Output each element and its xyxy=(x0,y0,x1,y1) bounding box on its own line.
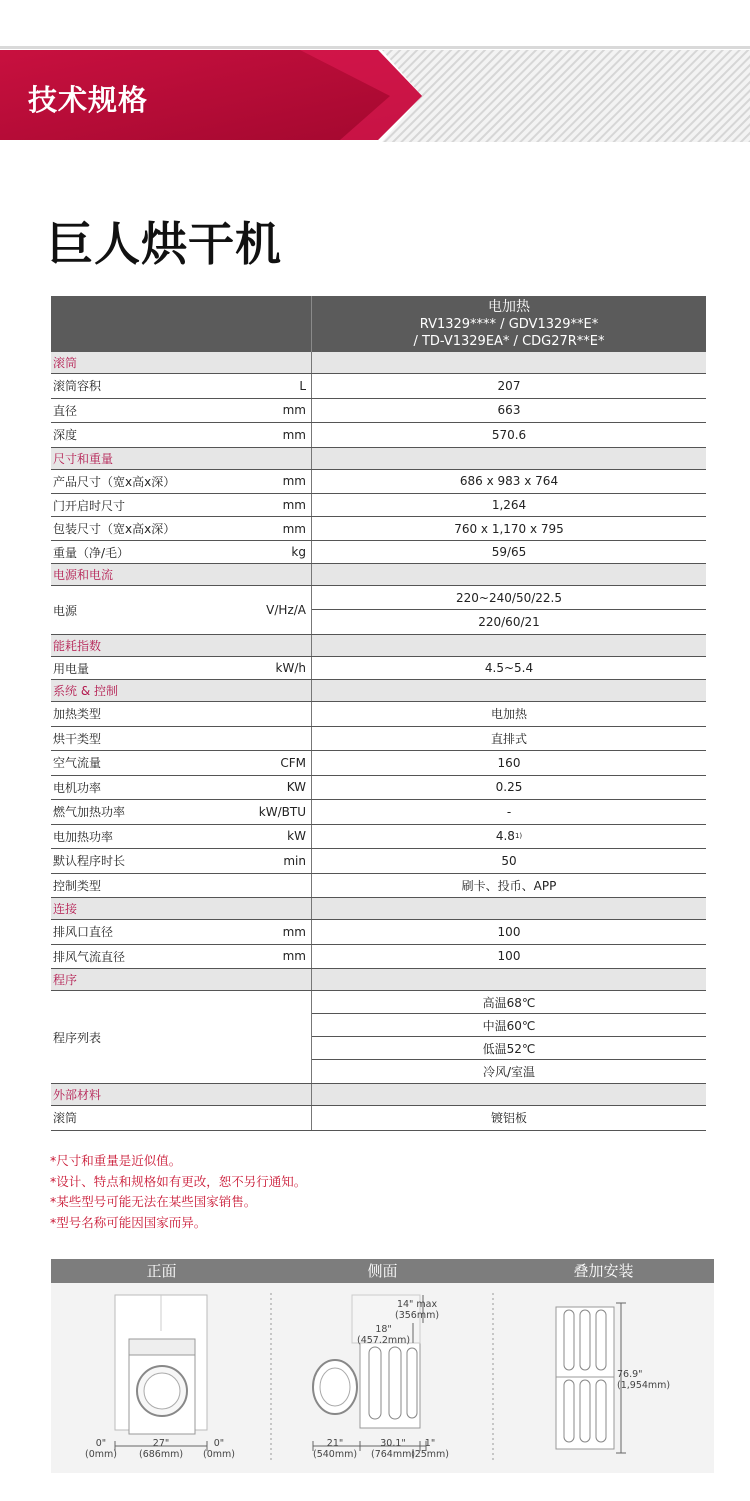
table-row xyxy=(51,517,706,541)
stack-height: 76.9" (1,954mm) xyxy=(617,1369,671,1391)
row-unit: V/Hz/A xyxy=(266,603,306,617)
row-label: 排风气流直径 xyxy=(53,949,126,964)
table-row xyxy=(51,423,706,448)
spec-table xyxy=(51,296,706,1131)
table-header xyxy=(51,296,706,352)
table-row xyxy=(51,702,706,727)
row-unit: min xyxy=(283,853,306,868)
side-back-gap: 1" (25mm) xyxy=(411,1438,450,1460)
row-label: 电加热功率 xyxy=(53,829,114,844)
row-label: 默认程序时长 xyxy=(53,854,126,869)
row-value: 686 x 983 x 764 xyxy=(459,474,559,489)
table-row xyxy=(51,727,706,752)
footnote: *设计、特点和规格如有更改，恕不另行通知。 xyxy=(50,1173,307,1189)
row-unit: mm xyxy=(282,474,306,489)
header-banner xyxy=(0,50,750,142)
section-connection xyxy=(51,898,706,920)
table-row xyxy=(51,399,706,424)
row-unit: mm xyxy=(282,924,306,939)
section-title: 系统 & 控制 xyxy=(53,684,118,698)
row-unit: mm xyxy=(282,521,306,536)
row-value: 100 xyxy=(497,949,521,964)
table-row xyxy=(51,920,706,945)
row-unit: kg xyxy=(291,545,306,559)
top-divider xyxy=(0,46,750,49)
row-unit: kW xyxy=(287,829,306,844)
side-top-max: 14" max (356mm) xyxy=(395,1299,440,1321)
row-value: - xyxy=(506,804,512,819)
row-unit: CFM xyxy=(280,755,306,770)
row-label: 门开启时尺寸 xyxy=(53,498,126,513)
row-value: 镀铝板 xyxy=(490,1111,527,1126)
row-label: 烘干类型 xyxy=(53,731,102,746)
footnote-marker: 1) xyxy=(514,832,523,841)
dimension-diagrams xyxy=(51,1259,714,1473)
table-row xyxy=(51,374,706,399)
section-material xyxy=(51,1084,706,1106)
diagram-title-side: 侧面 xyxy=(367,1262,398,1280)
row-label: 排风口直径 xyxy=(53,925,114,940)
row-label: 程序列表 xyxy=(53,1030,102,1045)
row-value: 220~240/50/22.5 xyxy=(312,586,706,610)
footnote: *型号名称可能因国家而异。 xyxy=(50,1214,207,1230)
row-label: 控制类型 xyxy=(53,878,102,893)
header-models-1: RV1329**** / GDV1329**E* xyxy=(419,317,599,332)
section-program xyxy=(51,969,706,991)
side-top-depth: 18" (457.2mm) xyxy=(357,1324,411,1346)
row-label: 用电量 xyxy=(53,661,90,676)
table-row xyxy=(51,586,706,635)
table-row xyxy=(51,494,706,517)
diagram-title-front: 正面 xyxy=(146,1262,177,1280)
section-drum xyxy=(51,352,706,374)
row-label: 直径 xyxy=(53,403,78,418)
row-value: 电加热 xyxy=(490,707,527,722)
section-title: 滚筒 xyxy=(53,356,78,370)
table-row xyxy=(51,945,706,970)
row-value: 160 xyxy=(497,755,521,770)
row-label: 深度 xyxy=(53,428,78,443)
section-system xyxy=(51,680,706,702)
diagram-title-stack: 叠加安装 xyxy=(573,1262,634,1280)
section-title: 外部材料 xyxy=(53,1088,102,1102)
section-title: 能耗指数 xyxy=(53,639,102,653)
footnote: *某些型号可能无法在某些国家销售。 xyxy=(50,1194,257,1209)
row-value: 663 xyxy=(497,403,521,418)
row-value: 刷卡、投币、APP xyxy=(461,878,557,893)
row-unit: mm xyxy=(282,498,306,512)
row-value: 0.25 xyxy=(495,780,523,795)
row-label: 产品尺寸（宽x高x深） xyxy=(53,474,176,489)
stack-view-drawing xyxy=(556,1303,626,1453)
row-value: 570.6 xyxy=(491,427,527,442)
header-models-2: / TD-V1329EA* / CDG27R**E* xyxy=(413,334,605,349)
row-value: 59/65 xyxy=(491,545,527,559)
row-value: 220/60/21 xyxy=(478,615,540,629)
table-row xyxy=(51,1106,706,1131)
row-label: 电机功率 xyxy=(53,780,102,795)
side-door-clearance: 21" (540mm) xyxy=(313,1438,358,1460)
section-power xyxy=(51,564,706,586)
section-energy xyxy=(51,635,706,657)
front-view-drawing xyxy=(115,1295,207,1451)
row-value: 1,264 xyxy=(491,498,527,512)
table-header-model xyxy=(312,296,706,352)
row-label: 包装尺寸（宽x高x深） xyxy=(53,522,176,536)
row-value: 低温52℃ xyxy=(312,1037,706,1060)
row-unit: mm xyxy=(282,427,306,442)
row-value: 冷风/室温 xyxy=(482,1065,536,1079)
side-depth: 30.1" (764mm) xyxy=(371,1438,416,1460)
row-label: 电源 xyxy=(53,603,78,618)
row-value: 直排式 xyxy=(490,731,527,746)
row-value: 100 xyxy=(497,924,521,939)
section-title: 尺寸和重量 xyxy=(53,451,114,466)
row-label: 加热类型 xyxy=(53,707,102,722)
row-unit: mm xyxy=(282,403,306,418)
row-value: 207 xyxy=(497,378,521,393)
section-size xyxy=(51,448,706,470)
row-value: 760 x 1,170 x 795 xyxy=(454,521,564,536)
diagram-header xyxy=(51,1259,714,1283)
section-title: 程序 xyxy=(53,973,78,987)
table-row xyxy=(51,657,706,680)
row-label: 重量（净/毛） xyxy=(53,545,130,560)
row-value: 4.5~5.4 xyxy=(484,661,534,675)
section-title: 电源和电流 xyxy=(53,568,114,582)
table-row xyxy=(51,776,706,801)
table-row xyxy=(51,825,706,850)
table-header-blank xyxy=(51,296,312,352)
row-unit: L xyxy=(299,378,306,393)
table-row xyxy=(51,751,706,776)
table-row xyxy=(51,800,706,825)
front-left-gap: 0" (0mm) xyxy=(85,1438,117,1460)
header-heating-type: 电加热 xyxy=(488,299,530,315)
row-unit: mm xyxy=(282,949,306,964)
row-value: 50 xyxy=(501,853,517,868)
table-row xyxy=(51,874,706,899)
row-label: 燃气加热功率 xyxy=(53,805,126,820)
front-width: 27" (686mm) xyxy=(139,1438,184,1460)
section-title: 连接 xyxy=(53,902,78,916)
row-label: 滚筒 xyxy=(53,1111,78,1126)
page-title: 巨人烘干机 xyxy=(47,217,282,271)
table-row xyxy=(51,849,706,874)
row-unit: kW/h xyxy=(275,661,306,675)
table-row xyxy=(51,541,706,564)
row-value xyxy=(312,825,706,849)
table-row xyxy=(51,470,706,495)
footnote: *尺寸和重量是近似值。 xyxy=(50,1153,182,1168)
front-right-gap: 0" (0mm) xyxy=(203,1438,235,1460)
banner-title: 技术规格 xyxy=(28,83,149,117)
row-value: 中温60℃ xyxy=(312,1014,706,1037)
row-value-number: 4.8 xyxy=(495,829,515,844)
row-unit: kW/BTU xyxy=(258,804,306,819)
row-value: 高温68℃ xyxy=(312,991,706,1014)
footnotes xyxy=(50,1151,306,1233)
table-row xyxy=(51,991,706,1084)
row-unit: KW xyxy=(286,780,306,795)
row-label: 滚筒容积 xyxy=(53,379,102,394)
row-label: 空气流量 xyxy=(53,756,102,771)
